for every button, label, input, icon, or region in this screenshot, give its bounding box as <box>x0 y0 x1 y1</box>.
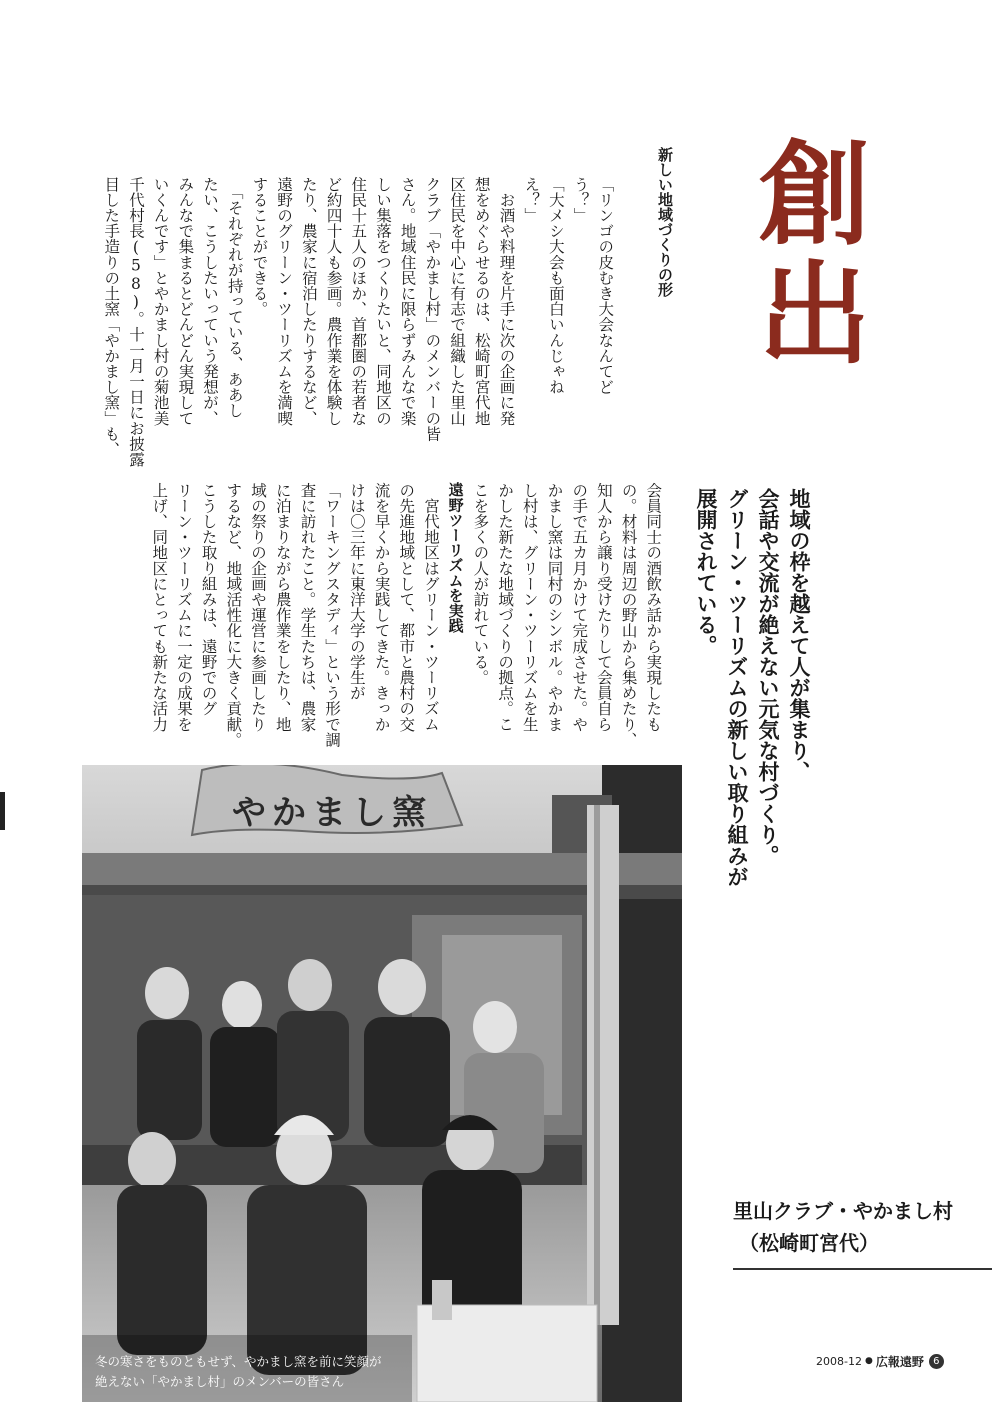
section-heading-new-community: 新しい地域づくりの形 <box>656 147 674 297</box>
body-line: 目した手造りの土窯「やかまし窯」も、 <box>102 176 121 458</box>
body-line: 想をめぐらせるのは、松崎町宮代地 <box>472 176 491 426</box>
group-photo <box>82 765 682 1402</box>
body-line: さん。地域住民に限らずみんなで楽 <box>398 176 417 426</box>
caption-line: 冬の寒さをものともせず、やかまし窯を前に笑顔が <box>95 1354 382 1369</box>
body-line: いくんです」とやかまし村の菊池美 <box>151 176 170 426</box>
location-club-name: 里山クラブ・やかまし村 <box>733 1199 953 1223</box>
location-label <box>733 1195 963 1259</box>
body-line: 上げ、同地区にとっても新たな活力 <box>150 482 169 732</box>
body-line: することができる。 <box>250 176 269 317</box>
body-line: 「リンゴの皮むき大会なんてど <box>596 176 615 395</box>
body-line: かまし窯は同村のシンボル。やかま <box>545 482 564 732</box>
body-line: するなど、地域活性化に大きく貢献。 <box>224 482 243 748</box>
body-line: けは〇三年に東洋大学の学生が <box>347 482 366 701</box>
lead-line: 展開されている。 <box>694 488 718 656</box>
body-line: 「それぞれが持っている、ああし <box>225 176 244 419</box>
body-line: たり、農家に宿泊したりするなど、 <box>299 176 318 426</box>
article-body-lower <box>76 446 690 748</box>
section-heading-tono-tourism: 遠野ツーリズムを実践 <box>446 482 465 634</box>
body-line: みんなで集まるとどんどん実現して <box>176 176 195 426</box>
page-number: 6 <box>929 1354 944 1369</box>
body-line: 「ワーキングスタディ」という形で調 <box>323 482 342 748</box>
kiln-sign-text: やかまし窯 <box>232 793 432 833</box>
issue-date: 2008-12 <box>816 1354 862 1368</box>
photo-illustration <box>82 765 682 1402</box>
body-line: お酒や料理を片手に次の企画に発 <box>497 176 516 426</box>
body-line: リーン・ツーリズムに一定の成果を <box>174 482 193 732</box>
location-area: （松崎町宮代） <box>739 1231 879 1255</box>
body-line: こうした取り組みは、遠野でのグ <box>199 482 218 717</box>
body-line: 宮代地区はグリーン・ツーリズム <box>421 482 440 732</box>
body-line: 区住民を中心に有志で組織した里山 <box>448 176 467 426</box>
body-line: ど約四十人も参画。農作業を体験し <box>324 176 343 426</box>
body-line: に泊まりながら農作業をしたり、地 <box>273 482 292 732</box>
location-rule <box>733 1268 992 1270</box>
lead-text <box>694 440 845 887</box>
body-line: 遠野のグリーン・ツーリズムを満喫 <box>275 176 294 426</box>
body-line: 査に訪れたこと。学生たちは、農家 <box>298 482 317 732</box>
body-line: 知人から譲り受けたりして会員自ら <box>594 482 613 732</box>
magazine-name: 広報遠野 <box>875 1354 924 1369</box>
scan-edge-mark <box>0 792 5 830</box>
page-title: 創出 <box>740 135 871 375</box>
body-line: 流を早くから実践してきた。きっか <box>372 482 391 732</box>
caption-line: 絶えない「やかまし村」のメンバーの皆さん <box>95 1374 345 1389</box>
body-line: クラブ「やかまし村」のメンバーの皆 <box>423 176 442 442</box>
body-line: しい集落をつくりたいと、同地区の <box>373 176 392 426</box>
lead-line: 地域の枠を越えて人が集まり、 <box>787 488 811 782</box>
photo-caption <box>95 1352 655 1392</box>
page-footer <box>816 1352 956 1370</box>
body-line: 域の祭りの企画や運営に参画したり <box>249 482 268 732</box>
body-line: の。材料は周辺の野山から集めたり、 <box>619 482 638 748</box>
body-line: の手で五カ月かけて完成させた。や <box>570 482 589 732</box>
body-line: の先進地域として、都市と農村の交 <box>397 482 416 732</box>
body-line: 会員同士の酒飲み話から実現したも <box>644 482 663 732</box>
lead-line: 会話や交流が絶えない元気な村づくり。 <box>756 488 780 866</box>
body-line: 住民十五人のほか、首都圏の若者な <box>349 176 368 426</box>
body-line: 「大メシ大会も面白いんじゃね <box>546 176 565 395</box>
body-line: う？」 <box>571 176 590 224</box>
body-line: かした新たな地域づくりの拠点。こ <box>496 482 515 732</box>
body-line: たい、こうしたいっていう発想が、 <box>201 176 220 426</box>
body-line: え？」 <box>522 176 541 224</box>
body-line: こを多くの人が訪れている。 <box>471 482 490 686</box>
article-body-upper <box>76 140 690 468</box>
lead-line: グリーン・ツーリズムの新しい取り組みが <box>725 488 749 887</box>
body-line: し村は、グリーン・ツーリズムを生 <box>520 482 539 732</box>
bullet-icon: ● <box>864 1356 873 1366</box>
body-line: 千代村長(58)。十一月一日にお披露 <box>126 176 145 468</box>
